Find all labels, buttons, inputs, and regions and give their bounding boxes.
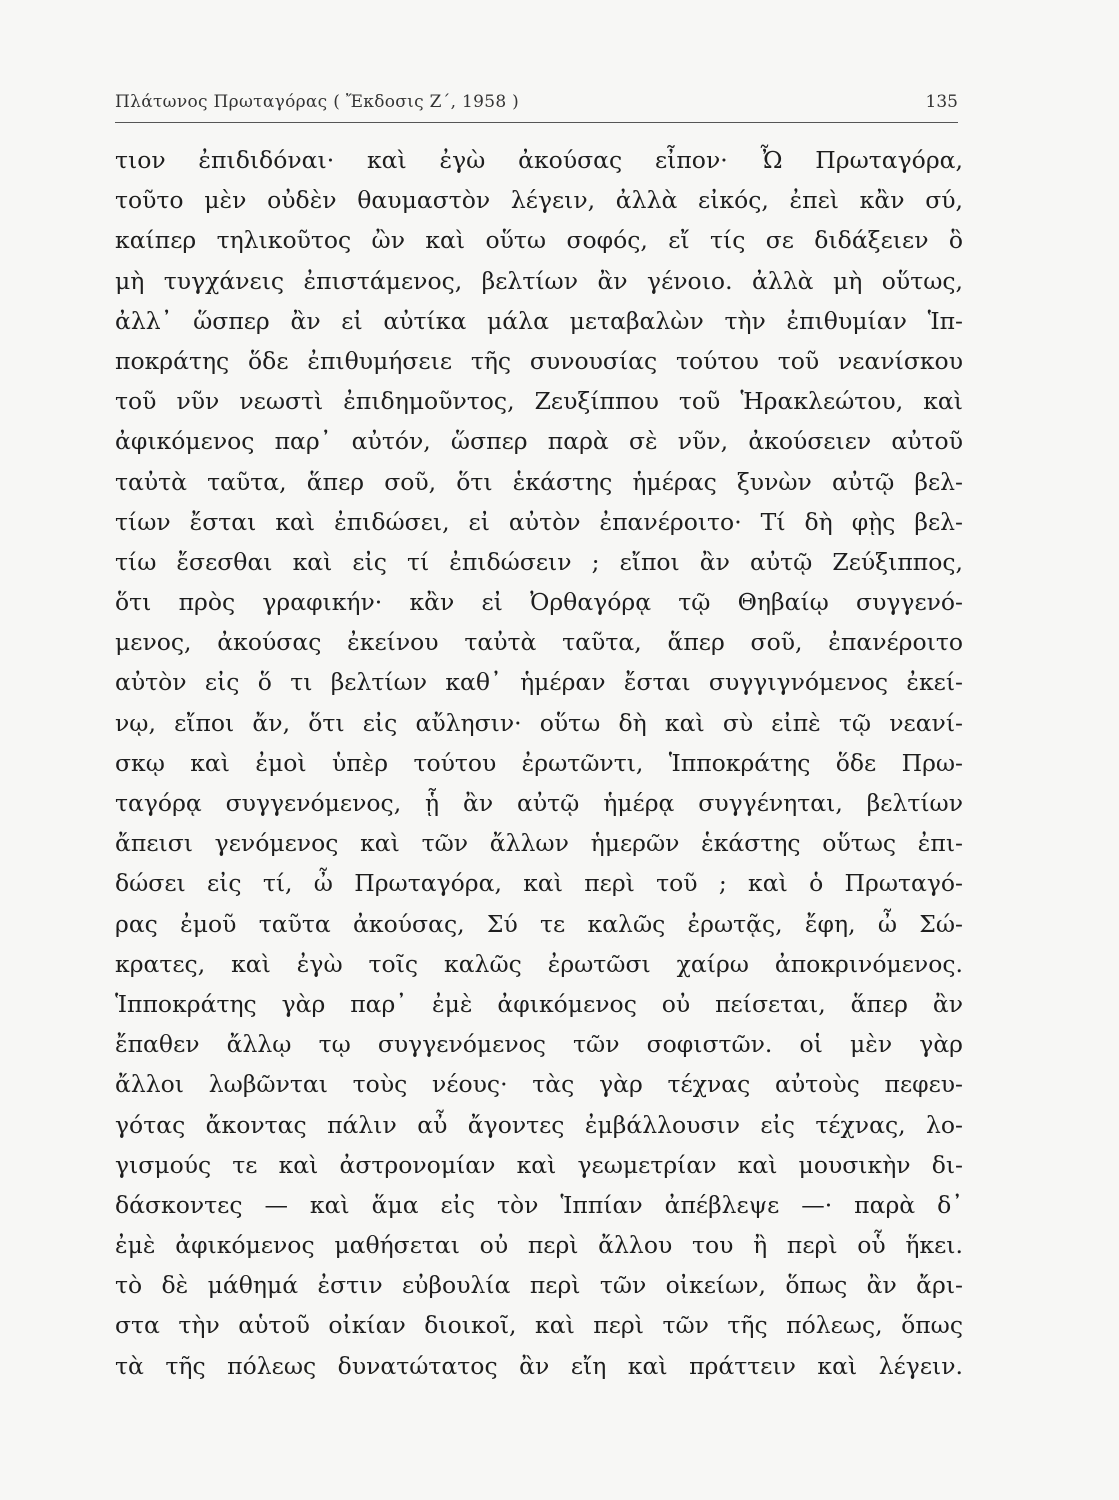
- text-line: καίπερ τηλικοῦτος ὢν καὶ οὕτω σοφός, εἴ τίς σε διδάξειεν ὃ: [115, 226, 963, 255]
- text-line: γότας ἄκοντας πάλιν αὖ ἄγοντες ἐμβάλλουσιν εἰς τέχνας, λο-: [115, 1110, 963, 1139]
- text-line: ἀφικόμενος παρ᾽ αὐτόν, ὥσπερ παρὰ σὲ νῦν, ἀκούσειεν αὐτοῦ: [115, 427, 963, 456]
- text-line: στα τὴν αὑτοῦ οἰκίαν διοικοῖ, καὶ περὶ τῶν τῆς πόλεως, ὅπως: [115, 1311, 963, 1340]
- text-line: Ἱπποκράτης γὰρ παρ᾽ ἐμὲ ἀφικόμενος οὐ πείσεται, ἅπερ ἂν: [115, 989, 963, 1018]
- text-line: τίω ἔσεσθαι καὶ εἰς τί ἐπιδώσειν ; εἴποι ἂν αὐτῷ Ζεύξιππος,: [115, 547, 963, 576]
- text-line: μὴ τυγχάνεις ἐπιστάμενος, βελτίων ἂν γένοιο. ἀλλὰ μὴ οὕτως,: [115, 266, 963, 295]
- body-text: [115, 140, 963, 1386]
- text-line: αὐτὸν εἰς ὅ τι βελτίων καθ᾽ ἡμέραν ἔσται συγγιγνόμενος ἐκεί-: [115, 668, 963, 697]
- text-line: κρατες, καὶ ἐγὼ τοῖς καλῶς ἐρωτῶσι χαίρω ἀποκρινόμενος.: [115, 949, 963, 978]
- text-line: ρας ἐμοῦ ταῦτα ἀκούσας, Σύ τε καλῶς ἐρωτᾷς, ἔφη, ὦ Σώ-: [115, 909, 963, 938]
- text-line: τίων ἔσται καὶ ἐπιδώσει, εἰ αὐτὸν ἐπανέροιτο· Τί δὴ φῂς βελ-: [115, 507, 963, 536]
- text-line: γισμούς τε καὶ ἀστρονομίαν καὶ γεωμετρίαν καὶ μουσικὴν δι-: [115, 1150, 963, 1179]
- text-line: ἄλλοι λωβῶνται τοὺς νέους· τὰς γὰρ τέχνας αὐτοὺς πεφευ-: [115, 1070, 963, 1099]
- text-line: τιον ἐπιδιδόναι· καὶ ἐγὼ ἀκούσας εἶπον· Ὦ Πρωταγόρα,: [115, 146, 963, 174]
- text-line: μενος, ἀκούσας ἐκείνου ταὐτὰ ταῦτα, ἅπερ σοῦ, ἐπανέροιτο: [115, 628, 963, 657]
- running-head-title: Πλάτωνος Πρωταγόρας ( Ἔκδοσις Ζ΄, 1958 ): [115, 92, 520, 112]
- text-line: τὰ τῆς πόλεως δυνατώτατος ἂν εἴη καὶ πράττειν καὶ λέγειν.: [115, 1351, 963, 1380]
- page-number: 135: [925, 92, 958, 112]
- text-line: ἄπεισι γενόμενος καὶ τῶν ἄλλων ἡμερῶν ἑκάστης οὕτως ἐπι-: [115, 829, 963, 858]
- text-line: τὸ δὲ μάθημά ἐστιν εὐβουλία περὶ τῶν οἰκείων, ὅπως ἂν ἄρι-: [115, 1271, 963, 1300]
- text-line: νῳ, εἴποι ἄν, ὅτι εἰς αὔλησιν· οὕτω δὴ καὶ σὺ εἰπὲ τῷ νεανί-: [115, 708, 963, 737]
- text-line: ἐμὲ ἀφικόμενος μαθήσεται οὐ περὶ ἄλλου του ἢ περὶ οὗ ἥκει.: [115, 1231, 963, 1260]
- text-line: ταγόρᾳ συγγενόμενος, ᾗ ἂν αὐτῷ ἡμέρᾳ συγγένηται, βελτίων: [115, 789, 963, 817]
- text-line: ταὐτὰ ταῦτα, ἅπερ σοῦ, ὅτι ἑκάστης ἡμέρας ξυνὼν αὐτῷ βελ-: [115, 467, 963, 496]
- text-line: τοῦτο μὲν οὐδὲν θαυμαστὸν λέγειν, ἀλλὰ εἰκός, ἐπεὶ κἂν σύ,: [115, 186, 963, 215]
- text-line: ἔπαθεν ἄλλῳ τῳ συγγενόμενος τῶν σοφιστῶν. οἱ μὲν γὰρ: [115, 1030, 963, 1059]
- text-line: ὅτι πρὸς γραφικήν· κἂν εἰ Ὀρθαγόρᾳ τῷ Θηβαίῳ συγγενό-: [115, 588, 963, 617]
- text-line: δάσκοντες — καὶ ἅμα εἰς τὸν Ἱππίαν ἀπέβλεψε —· παρὰ δ᾽: [115, 1190, 963, 1219]
- text-line: σκῳ καὶ ἐμοὶ ὑπὲρ τούτου ἐρωτῶντι, Ἱπποκράτης ὅδε Πρω-: [115, 748, 963, 777]
- text-line: ποκράτης ὅδε ἐπιθυμήσειε τῆς συνουσίας τούτου τοῦ νεανίσκου: [115, 346, 963, 375]
- text-line: τοῦ νῦν νεωστὶ ἐπιδημοῦντος, Ζευξίππου τοῦ Ἡρακλεώτου, καὶ: [115, 387, 963, 416]
- text-line: ἀλλ᾽ ὥσπερ ἂν εἰ αὐτίκα μάλα μεταβαλὼν τὴν ἐπιθυμίαν Ἱπ-: [115, 306, 963, 335]
- running-head: [115, 92, 958, 123]
- text-line: δώσει εἰς τί, ὦ Πρωταγόρα, καὶ περὶ τοῦ ; καὶ ὁ Πρωταγό-: [115, 869, 963, 898]
